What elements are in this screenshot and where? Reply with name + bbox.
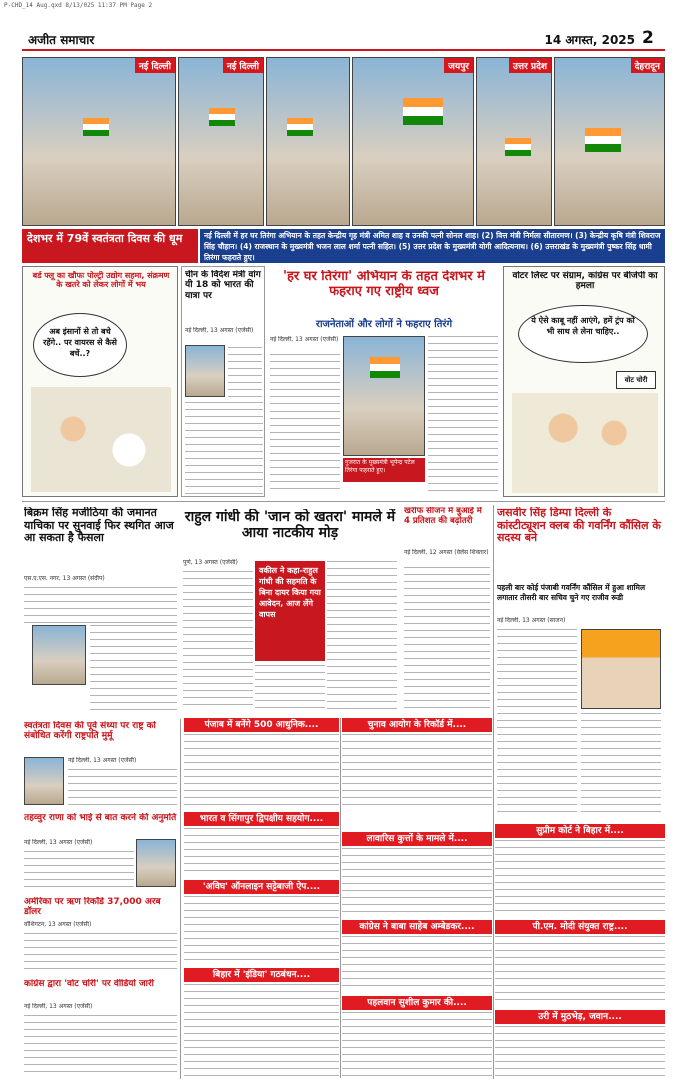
rahul-story [181,505,399,715]
banner-title: देशभर में 79वें स्वतंत्रता दिवस की धूम [22,229,198,263]
uri-body [495,1026,665,1078]
cartoon-figures [31,387,171,492]
china-body [185,402,263,494]
majithia-body [90,625,177,711]
lawaris-continued: लावारिस कुत्तों के मामले में.... [342,832,492,846]
jaswant-body [497,629,577,815]
jaswant-dateline: नई दिल्ली, 13 अगस्त (साजन) [497,617,566,624]
tiranga-subhead: राजनेताओं और लोगों ने फहराए तिरंगे [315,319,453,330]
china-headline: चीन के विदेश मंत्री वांग यी 18 को भारत की यात्रा पर [185,270,261,301]
tiranga-body [270,354,340,409]
issue-date: 14 अगस्त, 2025 [544,33,635,47]
vote-sign: वोट चोरी [616,371,656,389]
photo-tag: जयपुर [444,58,473,73]
wang-yi-photo [185,345,225,397]
flag-icon [287,118,313,136]
rahul-body [183,571,253,711]
murmu-body [68,769,177,805]
kharif-dateline: नई दिल्ली, 12 अगस्त (वेलेंस शिक्तार) [404,549,489,556]
rahul-pullquote: वकील ने कहा-राहुल गांधी की सहमति के बिना दायर किया गया आवेदन, आज लेंगे वापस [255,561,325,661]
murmu-dateline: नई दिल्ली, 13 अगस्त (एजेंसी) [68,757,137,764]
rahul-body [255,665,325,711]
punjab-continued: पंजाब में बनेंगे 500 आधुनिक.... [184,718,339,732]
murmu-photo [24,757,64,805]
flag-icon [370,357,400,378]
murmu-headline: स्वतंत्रता दिवस की पूर्व संध्या पर राष्ट्र को संबोधित करेंगी राष्ट्रपति मुर्मू [24,721,156,742]
majithia-story [22,505,179,715]
punjab-body [184,734,339,806]
cartoon-left [22,266,178,497]
masthead-rule [22,49,665,51]
tiranga-dateline: नई दिल्ली, 13 अगस्त (एजेंसी) [270,336,339,343]
modi-body [495,936,665,1006]
uri-continued: उरी में मुठभेड़, जवान.... [495,1010,665,1024]
page-number: 2 [642,28,654,48]
vande-body [184,896,339,964]
china-dateline: नई दिल्ली, 13 अगस्त (एजेंसी) [185,327,254,334]
photo-shah [22,57,176,226]
cartoon-right [503,266,665,497]
pahalwan-body [342,1012,492,1078]
congress-story [22,977,179,1079]
cartoon-title: बर्ड फ्लू का खौफः पोल्ट्री उद्योग सहमा, संक्रमण के खतरे को लेकर लोगों में भय [32,271,170,290]
flag-icon [585,128,621,152]
photo-up [476,57,552,226]
vande-continued: 'अविघ' ऑनलाइन सट्टेबाजी ऐप.... [184,880,339,894]
america-headline: अमेरिका पर ऋण रिकॉर्ड 37,000 अरब डॉलर [24,897,161,918]
photo-tag: उत्तर प्रदेश [509,58,551,73]
congress-body [24,1015,177,1075]
photo-tag: नई दिल्ली [135,58,175,73]
visa-body [184,828,339,876]
tahawwur-dateline: नई दिल्ली, 13 अगस्त (एजेंसी) [24,839,93,846]
cartoon-bubble: अब इंसानों से तो बचे रहेंगे.. पर वायरस से कैसे बचें..? [33,313,127,377]
patel-photo [343,336,425,456]
majithia-headline: बिक्रम सिंह मजीठिया की जमानत याचिका पर सुनवाई फिर स्थगित आज आ सकता है फैसला [24,507,174,545]
banner-caption: नई दिल्ली में हर घर तिरंगा अभियान के तहत केन्द्रीय गृह मंत्री अमित शाह व उनकी पत्नी सोनल शाह। (2) वित्त मंत्री निर्मला सीतारमण। (3) केन्द्रीय कृषि मंत्री शिवराज सिंह चौहान। (4) राजस्थान के मुख्यमंत्री भजन लाल शर्मा पत्नी सहित। (5) उत्तर प्रदेश के मुख्यमंत्री योगी आदित्यनाथ। (6) उत्तराखंड के मुख्यमंत्री पुष्कर सिंह धामी तिरंगा फहराते हुए। [200,229,665,263]
chunav-body [342,734,492,806]
rahul-headline: राहुल गांधी की 'जान को खतरा' मामले में आया नाटकीय मोड़ [184,509,396,542]
cartoon-right-bubble: ये ऐसे काबू नहीं आएंगे, हमें ट्रंप को भी साथ ले लेना चाहिए.. [518,305,648,363]
cartoon-right-title: वोटर लिस्ट पर संग्राम, कांग्रेस पर बीजेपी का हमला [512,271,658,292]
jaswant-headline: जसवीर सिंह डिम्पा दिल्ली के कांस्टीट्यूशन क्लब की गवर्निंग कौंसिल के सदस्य बने [497,507,661,545]
photo-sitharaman [178,57,264,226]
photo-dehradun [554,57,665,226]
tiranga-story [268,266,500,497]
modi-continued: पी.एम. मोदी संयुक्त राष्ट्र.... [495,920,665,934]
visa-continued: भारत व सिंगापुर द्विपक्षीय सहयोग.... [184,812,339,826]
rahul-dateline: पुणे, 13 अगस्त (एजेंसी) [183,559,238,566]
kharif-body [404,567,490,711]
congress2-continued: कांग्रेस ने बाबा साहेब अम्बेडकर.... [342,920,492,934]
tahawwur-headline: तहव्वुर राणा को भाई से बात करने की अनुमति [24,813,177,823]
tahawwur-story [22,811,179,893]
flag-icon [209,108,235,126]
supreme-body [495,840,665,916]
cartoon-right-figures [512,393,658,493]
majithia-body [24,587,177,623]
tahawwur-body [24,851,134,889]
rahul-body [327,561,397,711]
murmu-story [22,719,179,809]
photo-chouhan [266,57,350,226]
majithia-photo [32,625,86,685]
patel-caption: गुजरात के मुख्यमंत्री भूपेन्द्र पटेल तिरंगा फहराते हुए। [343,458,425,482]
pahalwan-continued: पहलवान सुशील कुमार की.... [342,996,492,1010]
flag-icon [505,138,531,156]
kharif-story [402,505,492,715]
bihar-body [184,984,339,1078]
tahawwur-photo [136,839,176,887]
china-body [228,347,262,397]
supreme-continued: सुप्रीम कोर्ट ने बिहार में.... [495,824,665,838]
jaswant-story [495,505,665,820]
america-story [22,895,179,975]
tiranga-headline: 'हर घर तिरंगा' अभियान के तहत देशभर में फहराए गए राष्ट्रीय ध्वज [283,270,485,299]
jaswant-subhead: पहली बार कोई पंजाबी गवर्निंग कौंसिल में हुआ शामिल लगातार तीसरी बार सचिव चुने गए राजीव रूडी [497,583,646,602]
bihar-continued: बिहार में 'इंडिया' गठबंधन.... [184,968,339,982]
newspaper-name: अजीत समाचार [28,33,95,47]
congress2-body [342,936,492,992]
chunav-continued: चुनाव आयोग के रिकॉर्ड में.... [342,718,492,732]
america-dateline: वॉशिंगटन, 13 अगस्त (एजेंसी) [24,921,92,928]
tiranga-body [270,411,340,494]
america-body [24,933,177,971]
majithia-dateline: एस.ए.एस. नगर, 13 अगस्त (संदीप) [24,575,105,582]
photo-tag: देहरादून [631,58,664,73]
photo-jaipur [352,57,474,226]
tiranga-body [428,336,498,494]
kharif-headline: खरीफ सीजन में बुआई में 4 प्रतिशत की बढ़ोतरी [404,507,482,526]
congress-headline: कांग्रेस द्वारा 'वोट चोरी' पर वीडियो जारी [24,979,155,989]
congress-dateline: नई दिल्ली, 13 अगस्त (एजेंसी) [24,1003,93,1010]
flag-icon [403,98,443,125]
flag-icon [83,118,109,136]
china-story [181,266,265,497]
photo-tag: नई दिल्ली [223,58,263,73]
lawaris-body [342,848,492,916]
jaswant-body [581,713,661,815]
tech-line: P-CHD_14 Aug.qxd 8/13/025 11:37 PM Page 2 [4,2,153,9]
jaswant-photo [581,629,661,709]
